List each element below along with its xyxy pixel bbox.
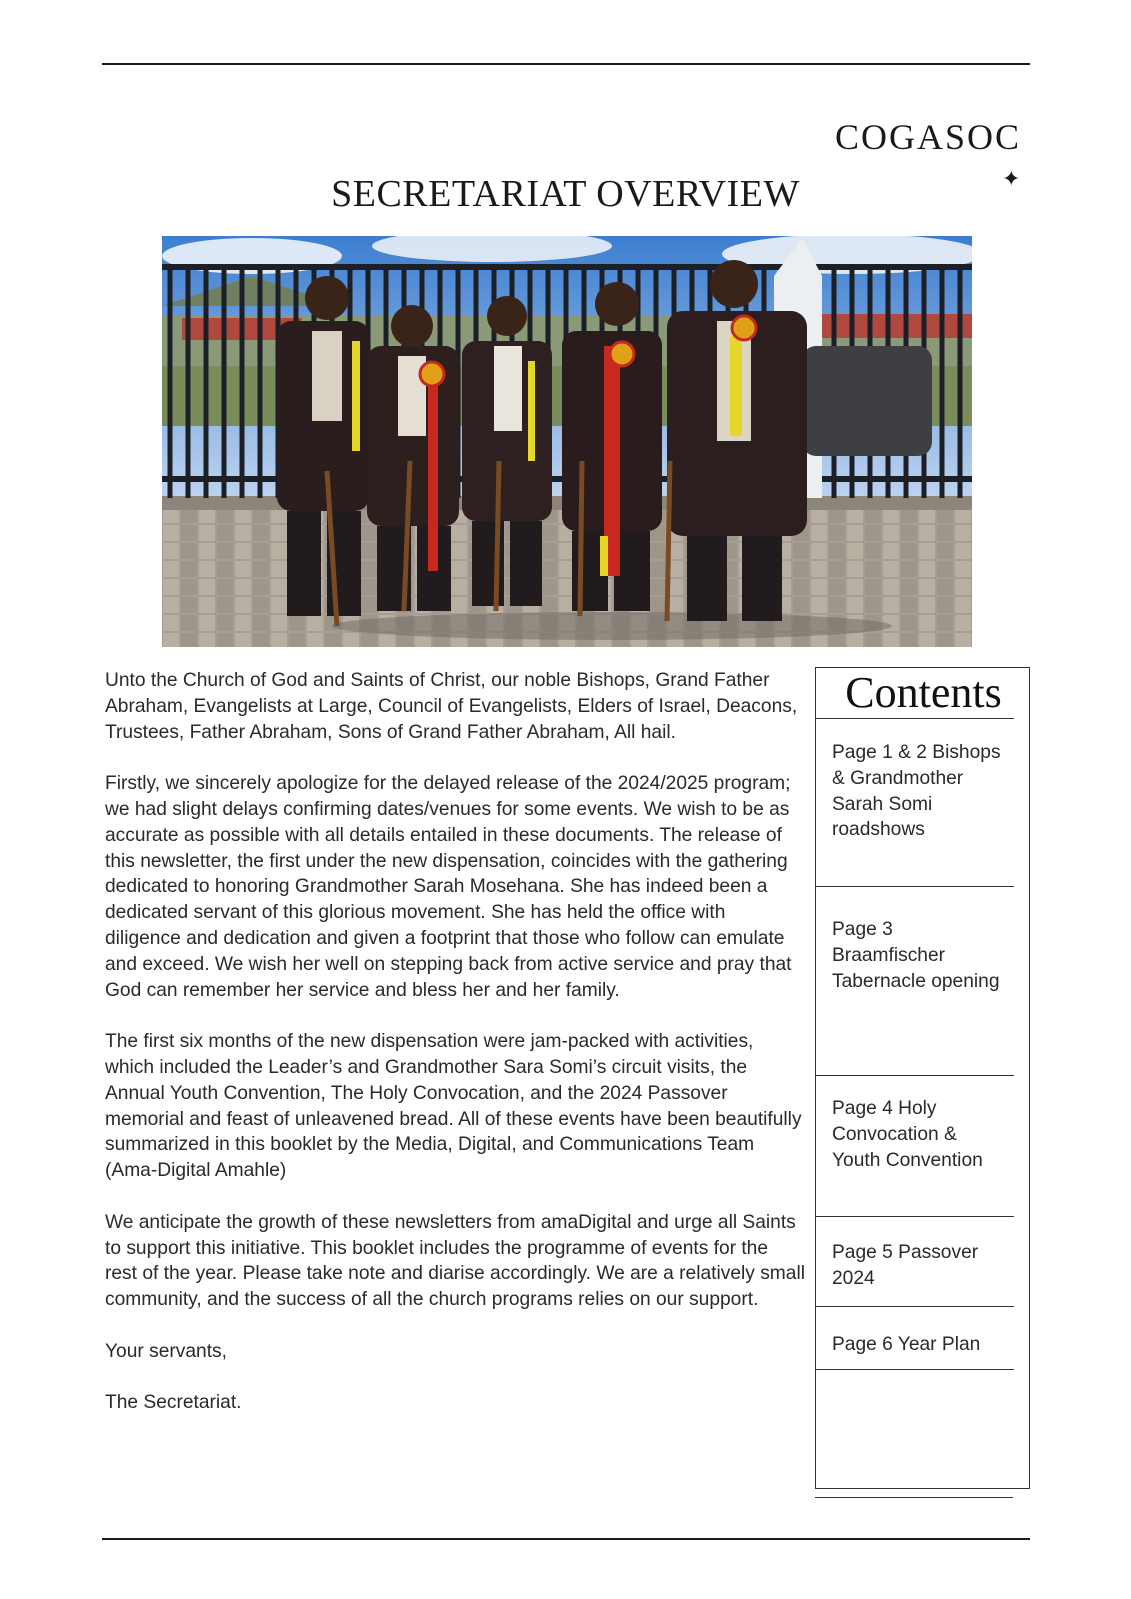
toc-entry[interactable]: Page 4 Holy Convocation & Youth Convention (832, 1098, 983, 1171)
page-title: SECRETARIAT OVERVIEW (331, 173, 800, 215)
top-rule (102, 63, 1030, 65)
bottom-rule (102, 1538, 1030, 1540)
letter-body (105, 668, 805, 1442)
salutation-paragraph: Unto the Church of God and Saints of Christ, our noble Bishops, Grand Father Abraham, Evangelists at Large, Council of Evangelists, Elders of Israel, Deacons, Trustees, Father Abraham, Sons of Grand Father Abraham, All hail. (105, 670, 798, 743)
toc-divider (816, 1075, 1014, 1076)
apology-paragraph: Firstly, we sincerely apologize for the delayed release of the 2024/2025 program; we had slight delays confirming dates/venues for some events. We wish to be as accurate as possible with all details entailed in these documents. The release of this newsletter, the first under the new dispensation, coincides with the gathering dedicated to honoring Grandmother Sarah Mosehana. She has indeed been a dedicated servant of this glorious movement. She has held the office with diligence and dedication and given a footprint that those who follow can emulate and exceed. We wish her well on stepping back from active service and pray that God can remember her service and bless her and her family. (105, 773, 792, 1001)
toc-entry[interactable]: Page 1 & 2 Bishops & Grandmother Sarah Somi roadshows (832, 742, 1001, 841)
brand-logo: COGASOC (834, 117, 1021, 157)
contents-sidebar (815, 667, 1030, 1489)
toc-divider (816, 886, 1014, 887)
activities-paragraph: The first six months of the new dispensation were jam-packed with activities, which included the Leader’s and Grandmother Sara Somi’s circuit visits, the Annual Youth Convention, The Holy Convocation, and the 2024 Passover memorial and feast of unleavened bread. All of these events have been beautifully summarized in this booklet by the Media, Digital, and Communications Team (Ama-Digital Amahle) (105, 1031, 802, 1182)
toc-divider (816, 718, 1014, 719)
sparkle-icon: ✦ (1002, 166, 1021, 191)
closing-line: Your servants, (105, 1340, 227, 1362)
toc-divider (816, 1306, 1014, 1307)
signature-line: The Secretariat. (105, 1392, 242, 1414)
toc-entry[interactable]: Page 5 Passover 2024 (832, 1242, 979, 1289)
contents-bottom-rule (815, 1497, 1013, 1498)
toc-divider (816, 1369, 1014, 1370)
toc-divider (816, 1216, 1014, 1217)
group-photo (162, 236, 972, 647)
toc-entry[interactable]: Page 3 Braamfischer Tabernacle opening (832, 919, 1000, 992)
toc-entry[interactable]: Page 6 Year Plan (832, 1334, 981, 1355)
newsletter-paragraph: We anticipate the growth of these newsletters from amaDigital and urge all Saints to support this initiative. This booklet includes the programme of events for the rest of the year. Please take note and diarise accordingly. We are a relatively small community, and the success of all the church programs relies on our support. (105, 1211, 805, 1311)
contents-title: Contents (845, 668, 1002, 717)
